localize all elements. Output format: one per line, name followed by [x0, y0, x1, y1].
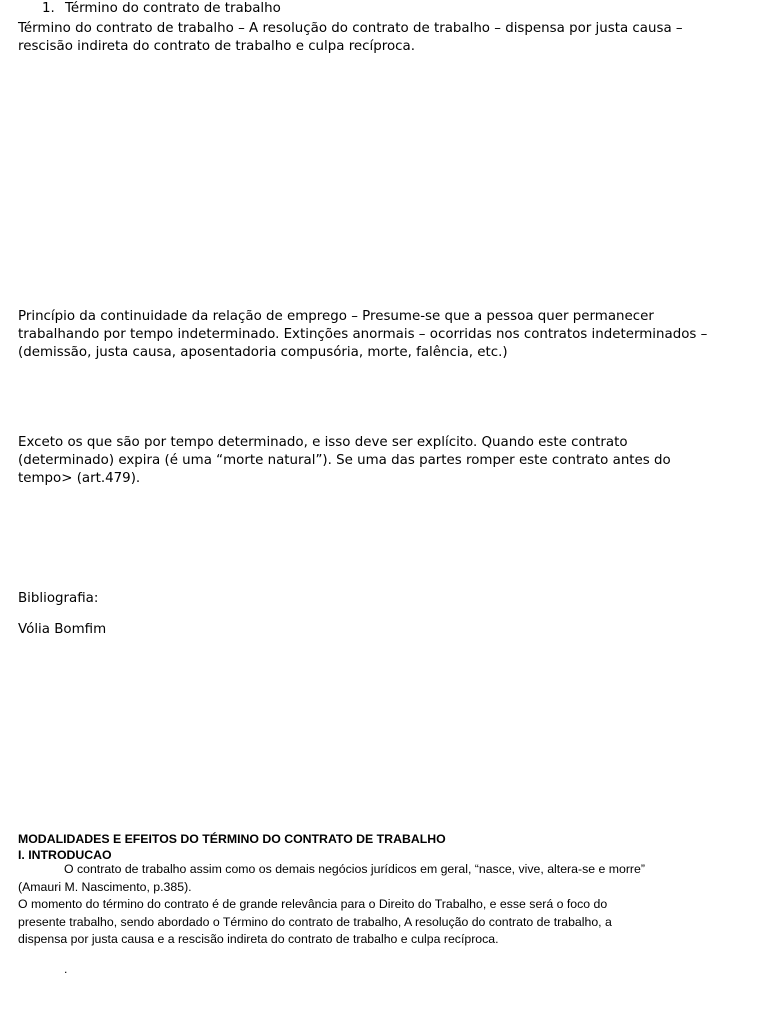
bibliography-label: Bibliografia: — [18, 591, 99, 606]
indented-text: O contrato de trabalho assim como os demais negócios jurídicos em geral, “nasce, vive, altera-se e morre” — [64, 862, 645, 876]
bibliography-author: Vólia Bomfim — [18, 622, 107, 637]
text-line: dispensa por justa causa e a rescisão indireta do contrato de trabalho e culpa recíproca. — [18, 932, 499, 947]
text-line-indented — [18, 861, 645, 879]
text-line: Exceto os que são por tempo determinado, e isso deve ser explícito. Quando este contrato — [18, 435, 628, 450]
text-line: O momento do término do contrato é de grande relevância para o Direito do Trabalho, e esse será o foco do — [18, 897, 608, 912]
introduction-body — [18, 861, 645, 949]
text-line: presente trabalho, sendo abordado o Término do contrato de trabalho, A resolução do contrato de trabalho, a — [18, 914, 612, 929]
text-line: (determinado) expira (é uma “morte natural”). Se uma das partes romper este contrato antes do — [18, 453, 671, 468]
text-line: trabalhando por tempo indeterminado. Extinções anormais – ocorridas nos contratos indeterminados – — [18, 327, 708, 342]
trailing-period: . — [64, 962, 68, 976]
text-line: tempo> (art.479). — [18, 471, 141, 486]
list-number: 1. — [42, 1, 55, 16]
text-line: (Amauri M. Nascimento, p.385). — [18, 879, 192, 894]
exceto-paragraph — [18, 434, 671, 488]
text-line: Término do contrato de trabalho – A resolução do contrato de trabalho – dispensa por justa causa – — [18, 21, 683, 36]
principio-paragraph — [18, 308, 707, 362]
document-title-paragraph — [18, 20, 683, 56]
subsection-heading: I. INTRODUCAO — [18, 848, 112, 862]
list-item-text: Término do contrato de trabalho — [65, 1, 281, 16]
text-line: rescisão indireta do contrato de trabalho e culpa recíproca. — [18, 39, 415, 54]
text-line: Princípio da continuidade da relação de emprego – Presume-se que a pessoa quer permanecer — [18, 309, 654, 324]
text-line: (demissão, justa causa, aposentadoria compusória, morte, falência, etc.) — [18, 345, 508, 360]
section-heading: MODALIDADES E EFEITOS DO TÉRMINO DO CONTRATO DE TRABALHO — [18, 832, 446, 846]
